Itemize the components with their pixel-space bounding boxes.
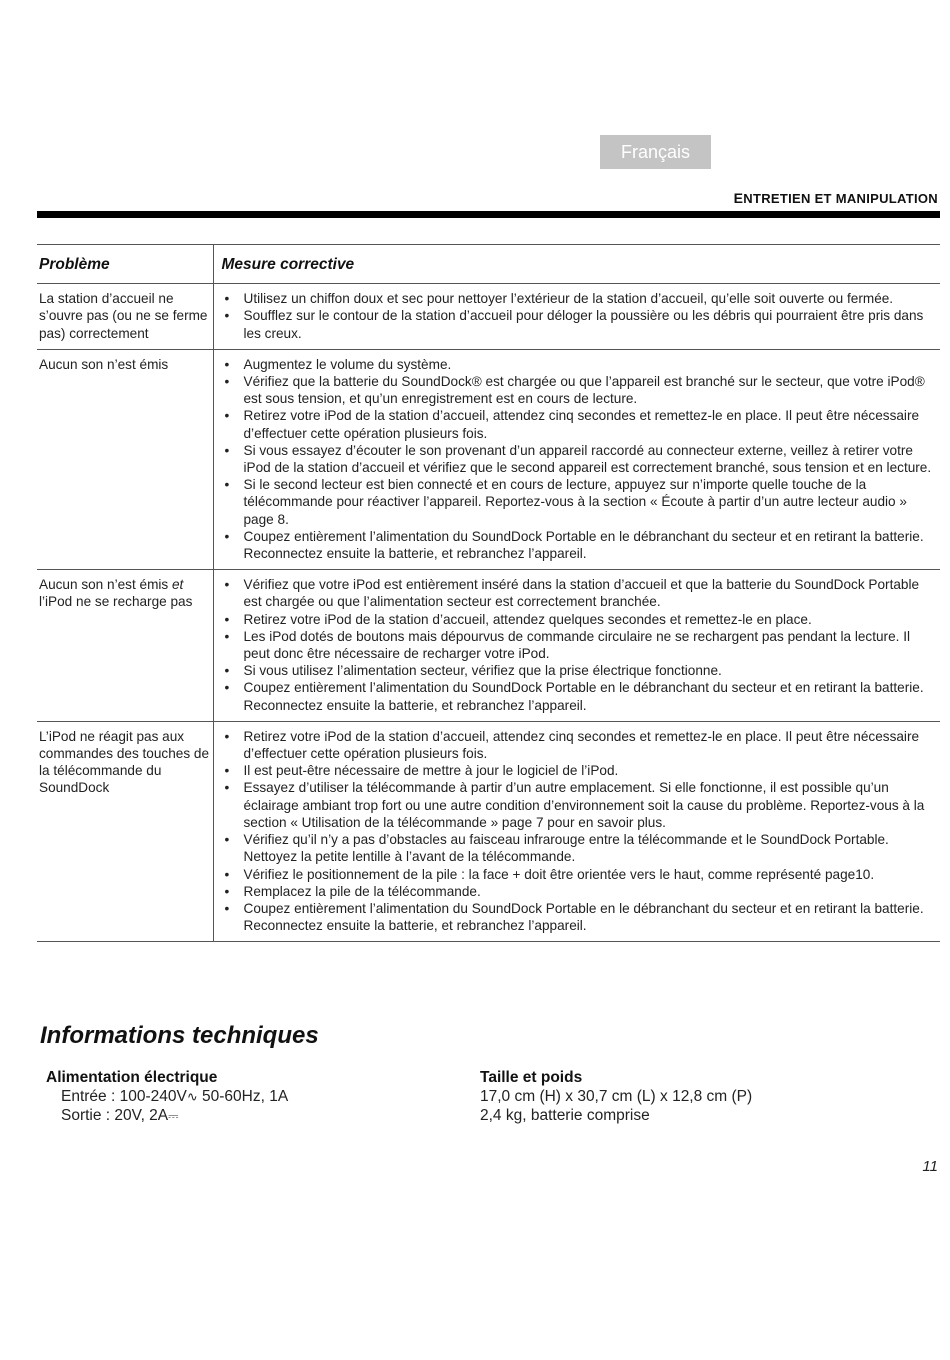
- list-item: [218, 476, 939, 528]
- size-dimensions: 17,0 cm (H) x 30,7 cm (L) x 12,8 cm (P): [480, 1088, 753, 1105]
- power-output-line: [46, 1106, 288, 1125]
- bullet-icon: •: [224, 728, 230, 744]
- bullet-icon: •: [224, 628, 230, 644]
- list-item: [218, 728, 939, 762]
- solution-text: Les iPod dotés de boutons mais dépourvus de commande circulaire ne se rechargent pas pendant la lecture. Il peut donc être nécessaire de recharger votre iPod.: [243, 628, 910, 662]
- bullet-icon: •: [224, 577, 230, 593]
- dc-symbol-icon: ⎓: [168, 1108, 179, 1123]
- table-row: [37, 721, 940, 941]
- solution-text: Retirez votre iPod de la station d’accueil, attendez cinq secondes et remettez-le en place. Il peut être nécessaire d’effectuer cette opération plusieurs fois.: [243, 728, 920, 762]
- solution-cell: [213, 570, 940, 722]
- header-rule: [37, 211, 940, 218]
- solution-cell: [213, 721, 940, 941]
- list-item: [218, 662, 939, 679]
- bullet-icon: •: [224, 611, 230, 627]
- problem-cell: La station d’accueil ne s’ouvre pas (ou ne se ferme pas) correctement: [37, 284, 213, 350]
- solution-list: [218, 356, 939, 562]
- solution-cell: [213, 349, 940, 569]
- bullet-icon: •: [224, 356, 230, 372]
- solution-text: Vérifiez que la batterie du SoundDock® est chargée ou que l’appareil est branché sur le secteur, que votre iPod® est sous tension, et qu’un enregistrement est en cours de lecture.: [243, 374, 925, 407]
- solution-text: Essayez d’utiliser la télécommande à partir d’un autre emplacement. Si elle fonctionne, il est possible qu’un éclairage ambiant trop fort ou une autre condition d’environnement soit la cause du problème. Reportez-vous à la section « Utilisation de la télécommande » page 7 pour en savoir plus.: [243, 780, 925, 830]
- solution-text: Retirez votre iPod de la station d’accueil, attendez cinq secondes et remettez-le en place. Il peut être nécessaire d’effectuer cette opération plusieurs fois.: [243, 408, 920, 441]
- power-spec-title: Alimentation électrique: [46, 1069, 218, 1086]
- list-item: [218, 779, 939, 831]
- power-output-text: Sortie : 20V, 2A: [61, 1107, 169, 1124]
- section-header: [734, 190, 938, 206]
- section-header-rest: NTRETIEN ET MANIPULATION: [743, 191, 938, 206]
- bullet-icon: •: [224, 477, 230, 493]
- solution-text: Si le second lecteur est bien connecté et en cours de lecture, appuyez sur n’importe quelle touche de la télécommande pour réactiver l’appareil. Reportez-vous à la section « Écoute à partir d’un autre lecteur audio » page 8.: [243, 477, 907, 527]
- solution-text: Augmentez le volume du système.: [243, 356, 452, 372]
- solution-text: Si vous utilisez l’alimentation secteur, vérifiez que la prise électrique fonctionne.: [243, 663, 722, 679]
- bullet-icon: •: [224, 663, 230, 679]
- list-item: [218, 611, 939, 628]
- solution-text: Utilisez un chiffon doux et sec pour nettoyer l’extérieur de la station d’accueil, qu’elle soit ouverte ou fermée.: [243, 291, 894, 307]
- bullet-icon: •: [224, 680, 230, 696]
- solution-text: Vérifiez le positionnement de la pile : la face + doit être orientée vers le haut, comme représenté page10.: [243, 866, 875, 882]
- column-header-problem: Problème: [37, 245, 213, 284]
- bullet-icon: •: [224, 780, 230, 796]
- list-item: [218, 679, 939, 713]
- list-item: [218, 900, 939, 934]
- solution-text: Il est peut-être nécessaire de mettre à jour le logiciel de l’iPod.: [243, 763, 619, 779]
- solution-cell: [213, 284, 940, 350]
- troubleshooting-table: [37, 244, 940, 942]
- bullet-icon: •: [224, 442, 230, 458]
- bullet-icon: •: [224, 528, 230, 544]
- solution-list: [218, 290, 939, 342]
- problem-cell: [37, 570, 213, 722]
- bullet-icon: •: [224, 308, 230, 324]
- problem-text: l’iPod ne se recharge pas: [39, 594, 193, 610]
- table-header-row: [37, 245, 940, 284]
- solution-text: Si vous essayez d’écouter le son provenant d’un appareil raccordé au connecteur externe, veillez à retirer votre iPod de la station d’accueil et vérifiez que le second appareil est correctement branché, sous tension et en lecture.: [243, 442, 932, 476]
- bullet-icon: •: [224, 900, 230, 916]
- bullet-icon: •: [224, 291, 230, 307]
- bullet-icon: •: [224, 866, 230, 882]
- bullet-icon: •: [224, 832, 230, 848]
- power-input-line: [46, 1087, 288, 1106]
- list-item: [218, 356, 939, 373]
- power-input-text: Entrée : 100-240V: [61, 1088, 187, 1105]
- solution-text: Remplacez la pile de la télécommande.: [243, 883, 481, 899]
- solution-text: Coupez entièrement l’alimentation du SoundDock Portable en le débranchant du secteur et en retirant la batterie. Reconnectez ensuite la batterie, et rebranchez l’appareil.: [243, 680, 924, 713]
- size-spec: [480, 1068, 752, 1125]
- ac-symbol-icon: ∿: [186, 1089, 198, 1104]
- bullet-icon: •: [224, 374, 230, 390]
- section-header-initial: E: [733, 190, 744, 206]
- solution-text: Coupez entièrement l’alimentation du SoundDock Portable en le débranchant du secteur et en retirant la batterie. Reconnectez ensuite la batterie, et rebranchez l’appareil.: [243, 900, 924, 934]
- list-item: [218, 628, 939, 662]
- problem-cell: Aucun son n’est émis: [37, 349, 213, 569]
- solution-text: Soufflez sur le contour de la station d’accueil pour déloger la poussière ou les débris qui pourraient être pris dans les creux.: [243, 308, 924, 341]
- list-item: [218, 831, 939, 865]
- bullet-icon: •: [224, 763, 230, 779]
- list-item: [218, 373, 939, 407]
- problem-cell: L’iPod ne réagit pas aux commandes des touches de la télécommande du SoundDock: [37, 721, 213, 941]
- solution-text: Coupez entièrement l’alimentation du SoundDock Portable en le débranchant du secteur et en retirant la batterie. Reconnectez ensuite la batterie, et rebranchez l’appareil.: [243, 528, 924, 562]
- list-item: [218, 407, 939, 441]
- solution-text: Vérifiez que votre iPod est entièrement inséré dans la station d’accueil et que la batterie du SoundDock Portable est chargée ou que l’alimentation secteur est correctement branchée.: [243, 577, 920, 610]
- solution-text: Vérifiez qu’il n’y a pas d’obstacles au faisceau infrarouge entre la télécommande et le SoundDock Portable. Nettoyez la petite lentille à l’avant de la télécommande.: [243, 832, 889, 865]
- size-weight: 2,4 kg, batterie comprise: [480, 1107, 650, 1124]
- column-header-solution: Mesure corrective: [213, 245, 940, 284]
- problem-text: Aucun son n’est émis: [39, 577, 172, 593]
- page-number: 11: [922, 1158, 938, 1175]
- solution-list: [218, 728, 939, 934]
- table-row: [37, 570, 940, 722]
- list-item: [218, 866, 939, 883]
- power-spec: [46, 1068, 288, 1125]
- table-row: [37, 349, 940, 569]
- bullet-icon: •: [224, 883, 230, 899]
- list-item: [218, 576, 939, 610]
- list-item: [218, 528, 939, 562]
- tech-info-heading: Informations techniques: [40, 1022, 319, 1049]
- problem-text-emphasis: et: [171, 577, 184, 593]
- bullet-icon: •: [224, 408, 230, 424]
- list-item: [218, 290, 939, 307]
- solution-text: Retirez votre iPod de la station d’accueil, attendez quelques secondes et remettez-le en place.: [243, 611, 812, 627]
- power-input-frequency: 50-60Hz, 1A: [197, 1088, 289, 1105]
- solution-list: [218, 576, 939, 714]
- list-item: [218, 883, 939, 900]
- language-tab: Français: [600, 135, 711, 169]
- table-row: [37, 284, 940, 350]
- list-item: [218, 442, 939, 476]
- list-item: [218, 762, 939, 779]
- size-spec-title: Taille et poids: [480, 1069, 583, 1086]
- list-item: [218, 307, 939, 341]
